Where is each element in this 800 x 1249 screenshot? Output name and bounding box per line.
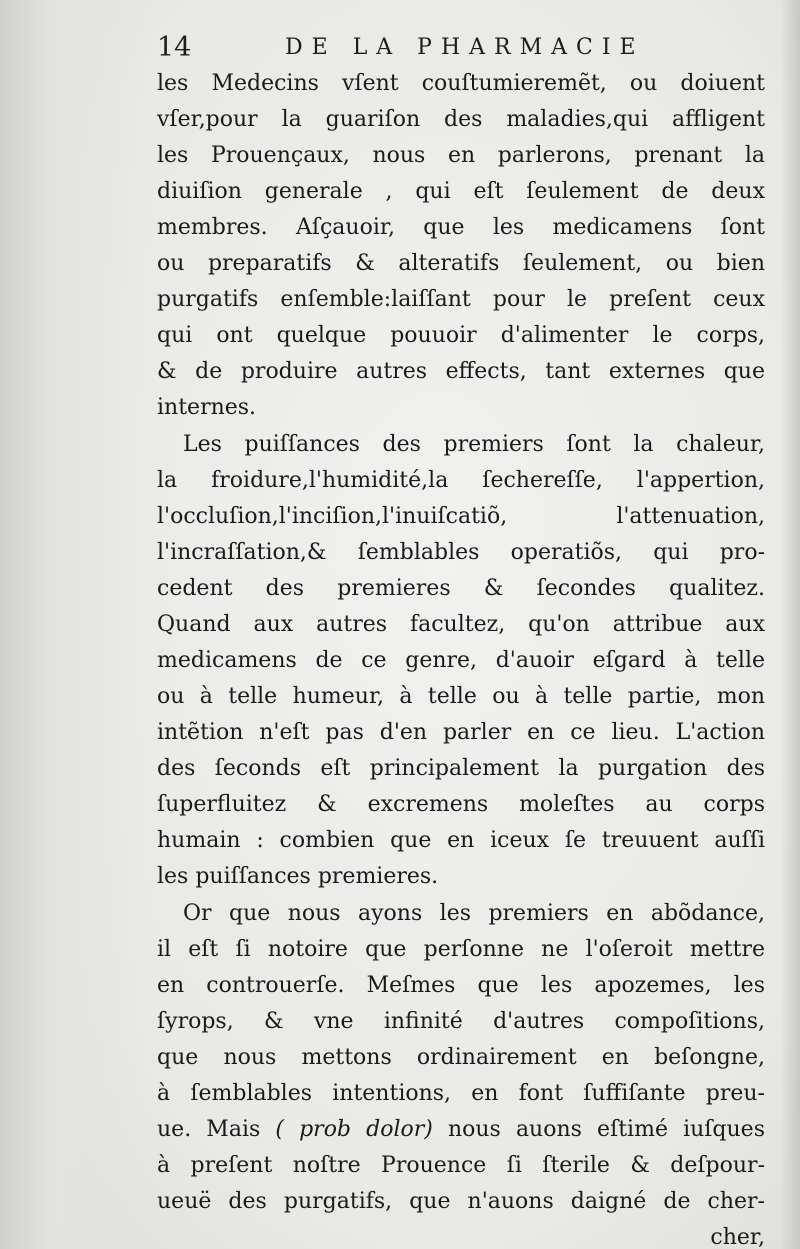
text-line: il eſt ſi notoire que perſonne ne l'oſeroit mettre	[157, 937, 765, 962]
paragraph-end-line: les puiſſances premieres.	[157, 864, 439, 889]
text-line: qui ont quelque pouuoir d'alimenter le corps,	[157, 323, 765, 348]
text-line: membres. Aſçauoir, que les medicamens ſont	[157, 215, 765, 240]
text-line: & de produire autres effects, tant externes que	[157, 359, 765, 384]
text-line: la froidure,l'humidité,la ſechereſſe, l'appertion,	[157, 468, 765, 493]
text-line: les Prouençaux, nous en parlerons, prenant la	[157, 143, 765, 168]
text-line: ueuë des purgatifs, que n'auons daigné de cher-	[157, 1189, 765, 1214]
text-line: diuiſion generale , qui eſt ſeulement de deux	[157, 179, 765, 204]
text-line: en controuerſe. Meſmes que les apozemes, les	[157, 973, 765, 998]
text-line: à ſemblables intentions, en font ſuffiſante preu-	[157, 1081, 765, 1106]
page-edge-shadow	[780, 0, 800, 1249]
text-line: ſyrops, & vne infinité d'autres compoſitions,	[157, 1009, 765, 1034]
page-header	[157, 30, 772, 66]
body-text	[157, 66, 765, 1249]
text-line: à preſent noſtre Prouence ſi ſterile & deſpour-	[157, 1153, 765, 1178]
text-line-with-italic	[157, 1112, 765, 1148]
text-line: l'occluſion,l'inciſion,l'inuiſcatiõ, l'attenuation,	[157, 504, 765, 529]
text-line: les Medecins vſent couſtumieremẽt, ou doiuent	[157, 71, 765, 96]
running-title: DE LA PHARMACIE	[285, 35, 645, 60]
text-line: humain : combien que en iceux ſe treuuent auſſi	[157, 828, 765, 853]
text-line: cedent des premieres & ſecondes qualitez.	[157, 576, 765, 601]
italic-phrase: ( prob dolor)	[275, 1117, 433, 1142]
text-line: ou à telle humeur, à telle ou à telle partie, mon	[157, 684, 765, 709]
text-line: des ſeconds eſt principalement la purgation des	[157, 756, 765, 781]
page-number: 14	[157, 32, 192, 63]
text-fragment: nous auons eſtimé iuſques	[432, 1117, 765, 1142]
text-line: ſuperfluitez & excremens moleſtes au corps	[157, 792, 765, 817]
paragraph-start-line: Les puiſſances des premiers ſont la chaleur,	[183, 432, 765, 457]
text-line: intẽtion n'eſt pas d'en parler en ce lieu. L'action	[157, 720, 765, 745]
text-line: ou preparatifs & alteratifs ſeulement, ou bien	[157, 251, 765, 276]
catchword: cher,	[710, 1225, 765, 1249]
text-fragment: ue. Mais	[157, 1117, 276, 1142]
paragraph-end-line: internes.	[157, 395, 257, 420]
paragraph-start-line: Or que nous ayons les premiers en abõdance,	[183, 901, 765, 926]
text-line: vſer,pour la guariſon des maladies,qui affligent	[157, 107, 765, 132]
text-line: l'incraſſation,& ſemblables operatiõs, qui pro-	[157, 540, 765, 565]
text-line: medicamens de ce genre, d'auoir eſgard à telle	[157, 648, 765, 673]
page-gutter-shadow	[0, 0, 150, 1249]
text-line: que nous mettons ordinairement en beſongne,	[157, 1045, 765, 1070]
text-line: Quand aux autres facultez, qu'on attribue aux	[157, 612, 765, 637]
text-line: purgatifs enſemble:laiſſant pour le preſent ceux	[157, 287, 765, 312]
